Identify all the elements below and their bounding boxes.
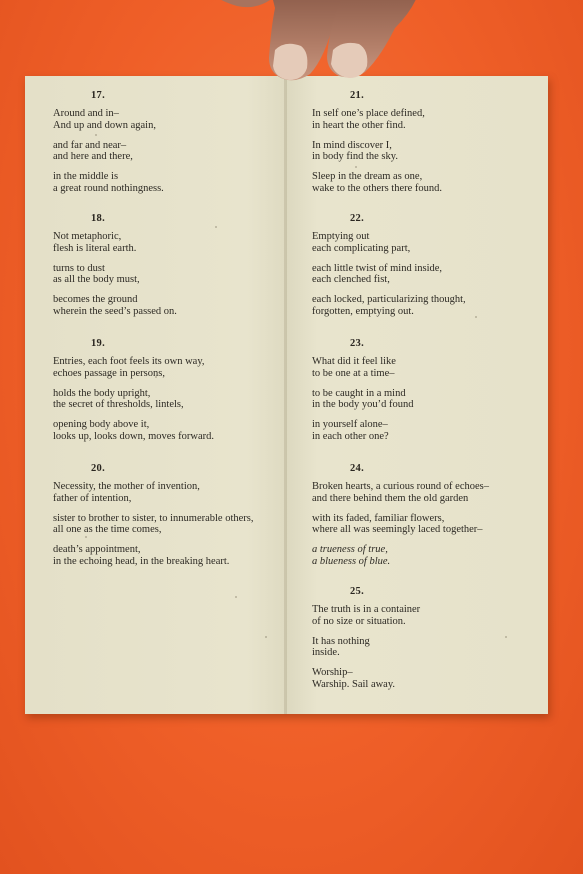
poem-line: with its faded, familiar flowers, [312, 512, 445, 524]
poem-line: of no size or situation. [312, 615, 406, 627]
poem-line: in the body you’d found [312, 399, 414, 411]
stanza [312, 294, 547, 318]
stanza [312, 419, 547, 443]
stanza [53, 171, 283, 195]
poem-line: In self one’s place defined, [312, 108, 425, 119]
section-number: 20. [90, 463, 106, 474]
poem-line: to be one at a time– [312, 367, 395, 379]
poem-line: forgotten, emptying out. [312, 305, 414, 317]
stanza [312, 263, 547, 287]
poem-line: Emptying out [312, 231, 370, 242]
poem-line: sister to brother to sister, to innumerable others, [53, 512, 254, 524]
section-number: 18. [90, 213, 106, 224]
stanza [53, 513, 283, 537]
poem-line: wake to the others there found. [312, 182, 443, 194]
poem-line: and here and there, [53, 151, 133, 163]
poem-section-23 [312, 338, 547, 443]
poem-line: a great round nothingness. [53, 182, 164, 194]
poem-line: What did it feel like [312, 356, 396, 367]
stanza [312, 356, 547, 380]
poem-line: inside. [312, 647, 340, 659]
poem-line: In mind discover I, [312, 139, 392, 151]
stanza [53, 388, 283, 412]
poem-line: all one as the time comes, [53, 524, 162, 536]
poem-line: a blueness of blue. [312, 555, 391, 567]
poem-line: flesh is literal earth. [53, 242, 137, 254]
stanza [53, 419, 283, 443]
poem-line: as all the body must, [53, 274, 140, 286]
poem-line: Sleep in the dream as one, [312, 171, 423, 183]
poem-line: Necessity, the mother of invention, [53, 481, 200, 492]
poem-line: Broken hearts, a curious round of echoes– [312, 481, 489, 492]
poem-line: Worship– [312, 667, 353, 679]
poem-section-17 [53, 90, 283, 195]
stanza [53, 544, 283, 568]
poem-line: in body find the sky. [312, 151, 398, 163]
poem-line: and there behind them the old garden [312, 492, 469, 504]
poem-line: where all was seemingly laced together– [312, 524, 483, 536]
stanza [53, 140, 283, 164]
poem-line: turns to dust [53, 262, 105, 274]
poem-line: Entries, each foot feels its own way, [53, 356, 205, 367]
stanza [312, 231, 547, 255]
stanza [53, 263, 283, 287]
poem-section-18 [53, 213, 283, 318]
poem-section-22 [312, 213, 547, 318]
section-number: 22. [349, 213, 365, 224]
poem-line: each complicating part, [312, 242, 411, 254]
stanza [312, 140, 547, 164]
poem-line: Warship. Sail away. [312, 678, 396, 690]
section-number: 19. [90, 338, 106, 349]
section-number: 24. [349, 463, 365, 474]
poem-line: and far and near– [53, 139, 127, 151]
poem-line: looks up, looks down, moves forward. [53, 430, 214, 442]
poem-line: in yourself alone– [312, 419, 388, 431]
stanza [312, 604, 547, 628]
poem-line: in the middle is [53, 171, 119, 183]
stanza [53, 294, 283, 318]
stanza [312, 481, 547, 505]
poem-line: the secret of thresholds, lintels, [53, 399, 184, 411]
poem-line: each little twist of mind inside, [312, 262, 443, 274]
poem-section-19 [53, 338, 283, 443]
stanza [53, 481, 283, 505]
poem-line: each locked, particularizing thought, [312, 294, 466, 306]
poem-line: death’s appointment, [53, 544, 141, 556]
poem-line: The truth is in a container [312, 604, 421, 615]
poem-line: Around and in– [53, 108, 119, 119]
poem-line: in heart the other find. [312, 119, 406, 131]
booklet [25, 76, 548, 714]
stanza [312, 513, 547, 537]
poem-line: a trueness of true, [312, 544, 388, 556]
poem-line: in each other one? [312, 430, 389, 442]
poem-section-25 [312, 586, 547, 691]
stanza [312, 171, 547, 195]
poem-line: It has nothing [312, 635, 370, 647]
poem-line: to be caught in a mind [312, 387, 406, 399]
poem-section-21 [312, 90, 547, 195]
hand-fingers [215, 0, 430, 88]
section-number: 25. [349, 586, 365, 597]
section-number: 17. [90, 90, 106, 101]
poem-line: opening body above it, [53, 419, 150, 431]
poem-line: becomes the ground [53, 294, 138, 306]
stanza [312, 388, 547, 412]
stanza [53, 356, 283, 380]
poem-line: echoes passage in persons, [53, 367, 165, 379]
poem-line: And up and down again, [53, 119, 156, 131]
poem-line: holds the body upright, [53, 387, 151, 399]
poem-line: Not metaphoric, [53, 231, 122, 242]
book-gutter [284, 76, 287, 714]
poem-line: wherein the seed’s passed on. [53, 305, 177, 317]
poem-line: each clenched fist, [312, 274, 390, 286]
poem-line: in the echoing head, in the breaking heart. [53, 555, 230, 567]
section-number: 21. [349, 90, 365, 101]
poem-line: father of intention, [53, 492, 132, 504]
stanza [53, 108, 283, 132]
stanza [53, 231, 283, 255]
poem-section-20 [53, 463, 283, 568]
stanza [312, 667, 547, 691]
stanza [312, 108, 547, 132]
stanza [312, 544, 547, 568]
poem-section-24 [312, 463, 547, 568]
section-number: 23. [349, 338, 365, 349]
stanza [312, 636, 547, 660]
